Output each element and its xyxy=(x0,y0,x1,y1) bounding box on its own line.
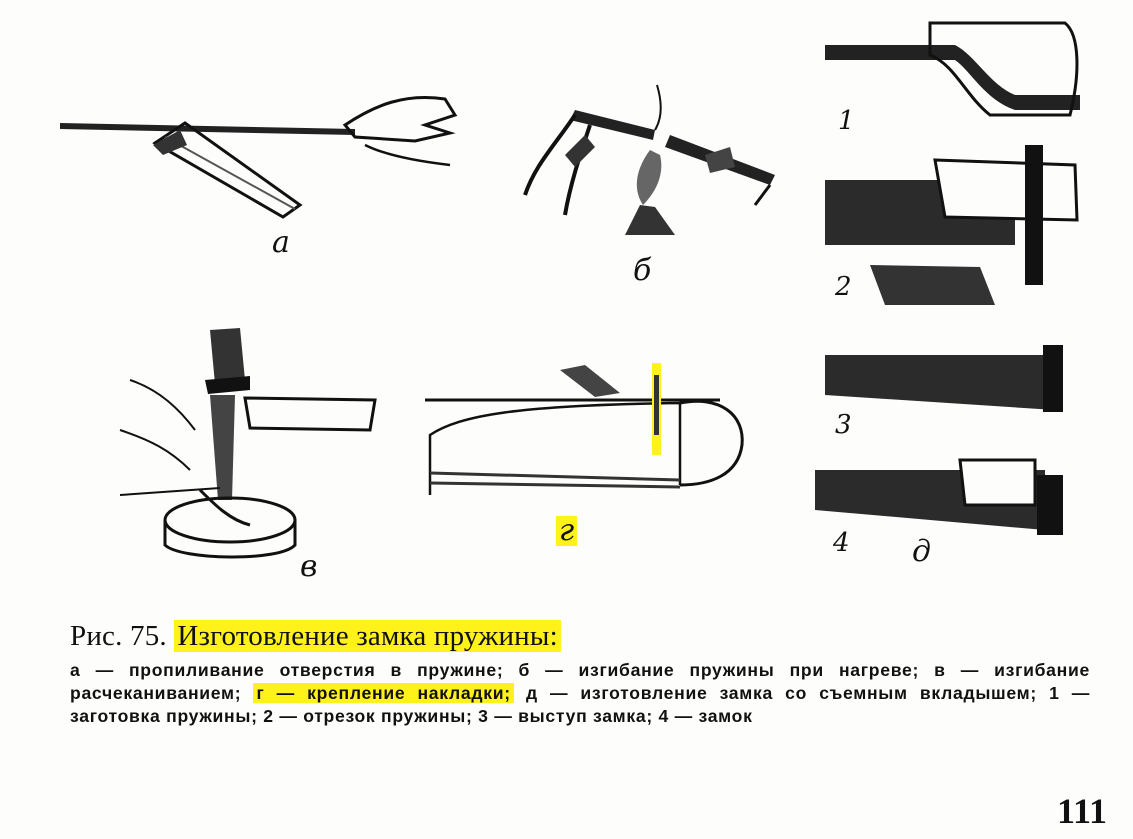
page-number: 111 xyxy=(1056,791,1107,831)
figure-caption xyxy=(70,620,1090,728)
label-1: 1 xyxy=(838,106,855,136)
caption-body-highlight: г — крепление накладки; xyxy=(253,683,513,703)
caption-title-line xyxy=(70,620,1090,653)
caption-body-part-1: а — пропиливание отверстия в пружине; б — изгибание пружины при нагреве; в — изгибание расчеканиванием; xyxy=(70,660,1090,703)
label-a: а xyxy=(272,225,290,260)
label-d: д xyxy=(912,534,932,569)
figure-number: Рис. 75. xyxy=(70,620,167,652)
illustration-d-stage-2 xyxy=(815,145,1095,305)
illustration-a-filing xyxy=(55,85,475,225)
label-4: 4 xyxy=(833,528,850,558)
label-2: 2 xyxy=(835,272,852,302)
caption-body-part-2: д — изготовление замка со съемным вкладышем; 1 — заготовка пружины; 2 — отрезок пружины; 3 — выступ замка; 4 — замок xyxy=(70,683,1091,726)
caption-title: Изготовление замка пружины: xyxy=(174,620,561,652)
label-g: г xyxy=(556,516,577,546)
label-3: 3 xyxy=(835,410,852,440)
illustration-b-heating xyxy=(515,85,785,255)
label-v: в xyxy=(300,549,318,584)
illustration-d-stage-3 xyxy=(815,340,1095,420)
illustration-v-hammer xyxy=(100,320,390,584)
label-b: б xyxy=(633,253,652,288)
illustration-d-stage-1 xyxy=(815,15,1095,125)
caption-body xyxy=(70,659,1090,728)
illustration-g-plate xyxy=(420,355,750,505)
